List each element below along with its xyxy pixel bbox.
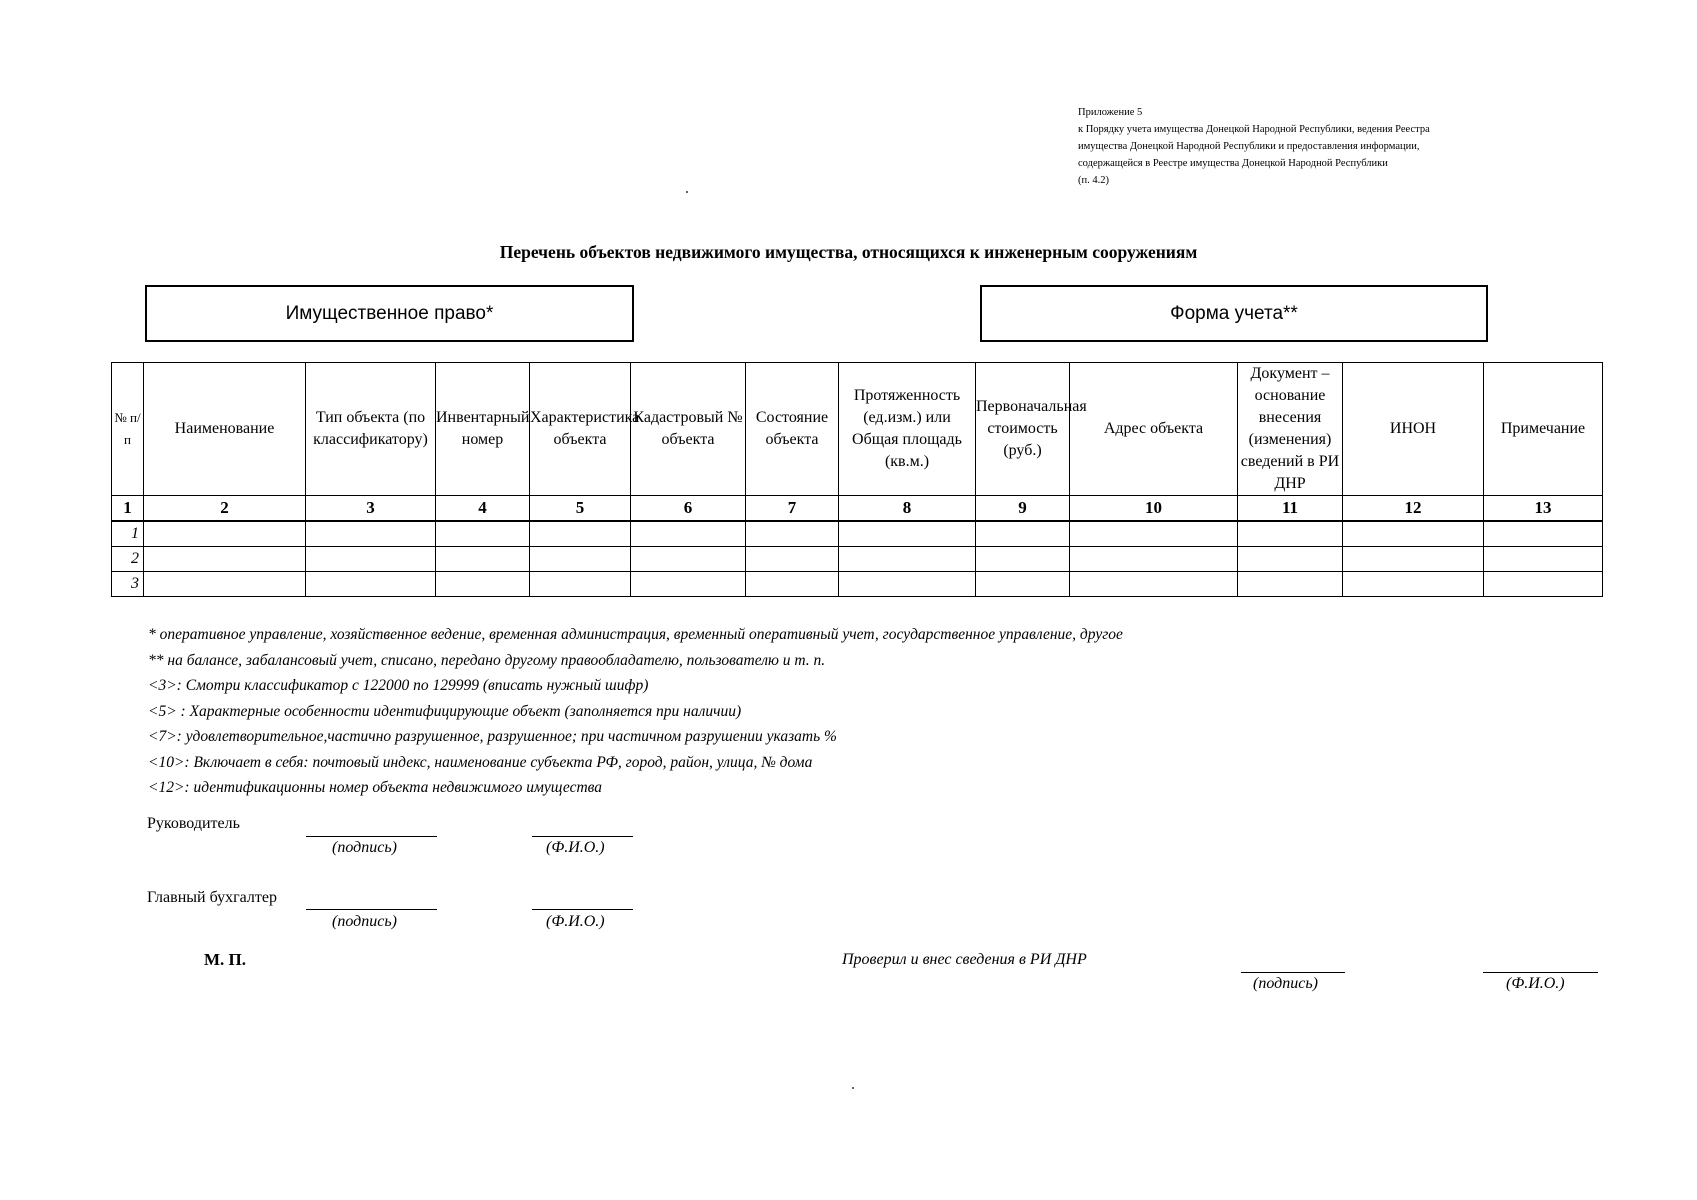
appendix-reference: к Порядку учета имущества Донецкой Народной Республики, ведения Реестра имущества Донецкой Народной Республики и предоставления информации, содержащейся в Реестре имущества Донецкой Народной Республики: [1078, 124, 1430, 169]
column-number: 3: [306, 496, 436, 522]
table-cell[interactable]: [746, 547, 839, 572]
appendix-header: [1078, 104, 1478, 189]
table-cell[interactable]: [1238, 521, 1343, 547]
appendix-number: Приложение 5: [1078, 107, 1143, 118]
table-row: [112, 547, 1603, 572]
col-header-note: Примечание: [1484, 363, 1603, 496]
footnote-col5: <5> : Характерные особенности идентифицирующие объект (заполняется при наличии): [148, 702, 742, 720]
footnote-accounting-form: ** на балансе, забалансовый учет, списано, передано другому правообладателю, пользователю и т. п.: [148, 651, 826, 669]
table-row: [112, 572, 1603, 597]
head-signature-caption: (подпись): [332, 839, 397, 856]
table-cell[interactable]: [1070, 521, 1238, 547]
column-number: 5: [530, 496, 631, 522]
table-cell[interactable]: [144, 521, 306, 547]
col-header-number: № п/п: [112, 363, 144, 496]
col-header-length-area: Протяженность (ед.изм.) или Общая площадь (кв.м.): [839, 363, 976, 496]
table-cell[interactable]: [1070, 547, 1238, 572]
head-signature-line[interactable]: [306, 836, 437, 837]
accountant-signature-line[interactable]: [306, 909, 437, 910]
document-title: Перечень объектов недвижимого имущества, относящихся к инженерным сооружениям: [499, 242, 1198, 262]
footnotes: [148, 622, 1123, 801]
col-header-cadastral-number: Кадастровый № объекта: [631, 363, 746, 496]
column-number: 4: [436, 496, 530, 522]
checker-signature-line[interactable]: [1241, 972, 1345, 973]
footnote-col12: <12>: идентификационны номер объекта недвижимого имущества: [148, 779, 603, 796]
accounting-form-box: Форма учета**: [980, 285, 1488, 342]
checker-signature-caption: (подпись): [1253, 975, 1318, 992]
scan-speck: [686, 191, 688, 193]
column-number: 9: [976, 496, 1070, 522]
column-number: 2: [144, 496, 306, 522]
column-number: 10: [1070, 496, 1238, 522]
table-cell[interactable]: [1070, 572, 1238, 597]
table-cell[interactable]: [436, 572, 530, 597]
column-number: 12: [1343, 496, 1484, 522]
stamp-place: М. П.: [204, 950, 247, 969]
table-cell[interactable]: [746, 572, 839, 597]
row-number: 1: [112, 521, 144, 547]
column-number: 8: [839, 496, 976, 522]
table-cell[interactable]: [530, 572, 631, 597]
head-name-caption: (Ф.И.О.): [546, 839, 605, 856]
table-cell[interactable]: [306, 547, 436, 572]
table-cell[interactable]: [976, 521, 1070, 547]
footnote-col3: <3>: Смотри классификатор с 122000 по 129999 (вписать нужный шифр): [148, 677, 649, 694]
appendix-clause: (п. 4.2): [1078, 175, 1109, 186]
row-number: 3: [112, 572, 144, 597]
col-header-object-type: Тип объекта (по классификатору): [306, 363, 436, 496]
table-cell[interactable]: [1343, 521, 1484, 547]
footnote-col7: <7>: удовлетворительное,частично разрушенное, разрушенное; при частичном разрушении указать %: [148, 728, 837, 745]
table-cell[interactable]: [746, 521, 839, 547]
table-cell[interactable]: [839, 572, 976, 597]
accountant-name-line[interactable]: [532, 909, 633, 910]
head-name-line[interactable]: [532, 836, 633, 837]
col-header-inon: ИНОН: [1343, 363, 1484, 496]
checker-name-caption: (Ф.И.О.): [1506, 975, 1565, 992]
scan-speck: [852, 1087, 854, 1089]
checker-name-line[interactable]: [1483, 972, 1598, 973]
property-register-table: [111, 362, 1603, 597]
table-cell[interactable]: [631, 547, 746, 572]
table-cell[interactable]: [1238, 572, 1343, 597]
column-number: 11: [1238, 496, 1343, 522]
footnote-col10: <10>: Включает в себя: почтовый индекс, наименование субъекта РФ, город, район, улица, № дома: [148, 753, 813, 771]
table-cell[interactable]: [1238, 547, 1343, 572]
checked-by-label: Проверил и внес сведения в РИ ДНР: [842, 951, 1087, 968]
table-cell[interactable]: [530, 521, 631, 547]
col-header-basis-document: Документ – основание внесения (изменения) сведений в РИ ДНР: [1238, 363, 1343, 496]
col-header-initial-cost: Первоначальная стоимость (руб.): [976, 363, 1070, 496]
table-cell[interactable]: [1343, 547, 1484, 572]
table-cell[interactable]: [144, 547, 306, 572]
table-cell[interactable]: [839, 521, 976, 547]
table-header-row: [112, 363, 1603, 496]
col-header-address: Адрес объекта: [1070, 363, 1238, 496]
table-cell[interactable]: [1484, 572, 1603, 597]
table-cell[interactable]: [306, 572, 436, 597]
table-cell[interactable]: [631, 521, 746, 547]
column-number: 6: [631, 496, 746, 522]
table-cell[interactable]: [144, 572, 306, 597]
property-right-box: Имущественное право*: [145, 285, 634, 342]
accountant-name-caption: (Ф.И.О.): [546, 913, 605, 930]
column-number: 7: [746, 496, 839, 522]
footnote-property-right: * оперативное управление, хозяйственное ведение, временная администрация, временный оперативный учет, государственное управление, другое: [148, 626, 1123, 643]
table-cell[interactable]: [976, 572, 1070, 597]
accountant-signature-caption: (подпись): [332, 913, 397, 930]
table-cell[interactable]: [306, 521, 436, 547]
column-numbers-row: [112, 496, 1603, 522]
table-cell[interactable]: [1484, 547, 1603, 572]
table-cell[interactable]: [631, 572, 746, 597]
head-label: Руководитель: [147, 815, 240, 832]
column-number: 1: [112, 496, 144, 522]
table-cell[interactable]: [436, 521, 530, 547]
table-cell[interactable]: [436, 547, 530, 572]
table-cell[interactable]: [1484, 521, 1603, 547]
column-number: 13: [1484, 496, 1603, 522]
chief-accountant-label: Главный бухгалтер: [147, 889, 277, 906]
col-header-condition: Состояние объекта: [746, 363, 839, 496]
col-header-inventory-number: Инвентарный номер: [436, 363, 530, 496]
table-cell[interactable]: [1343, 572, 1484, 597]
col-header-characteristics: Характеристика объекта: [530, 363, 631, 496]
table-cell[interactable]: [839, 547, 976, 572]
col-header-name: Наименование: [144, 363, 306, 496]
table-cell[interactable]: [976, 547, 1070, 572]
row-number: 2: [112, 547, 144, 572]
table-row: [112, 521, 1603, 547]
table-cell[interactable]: [530, 547, 631, 572]
